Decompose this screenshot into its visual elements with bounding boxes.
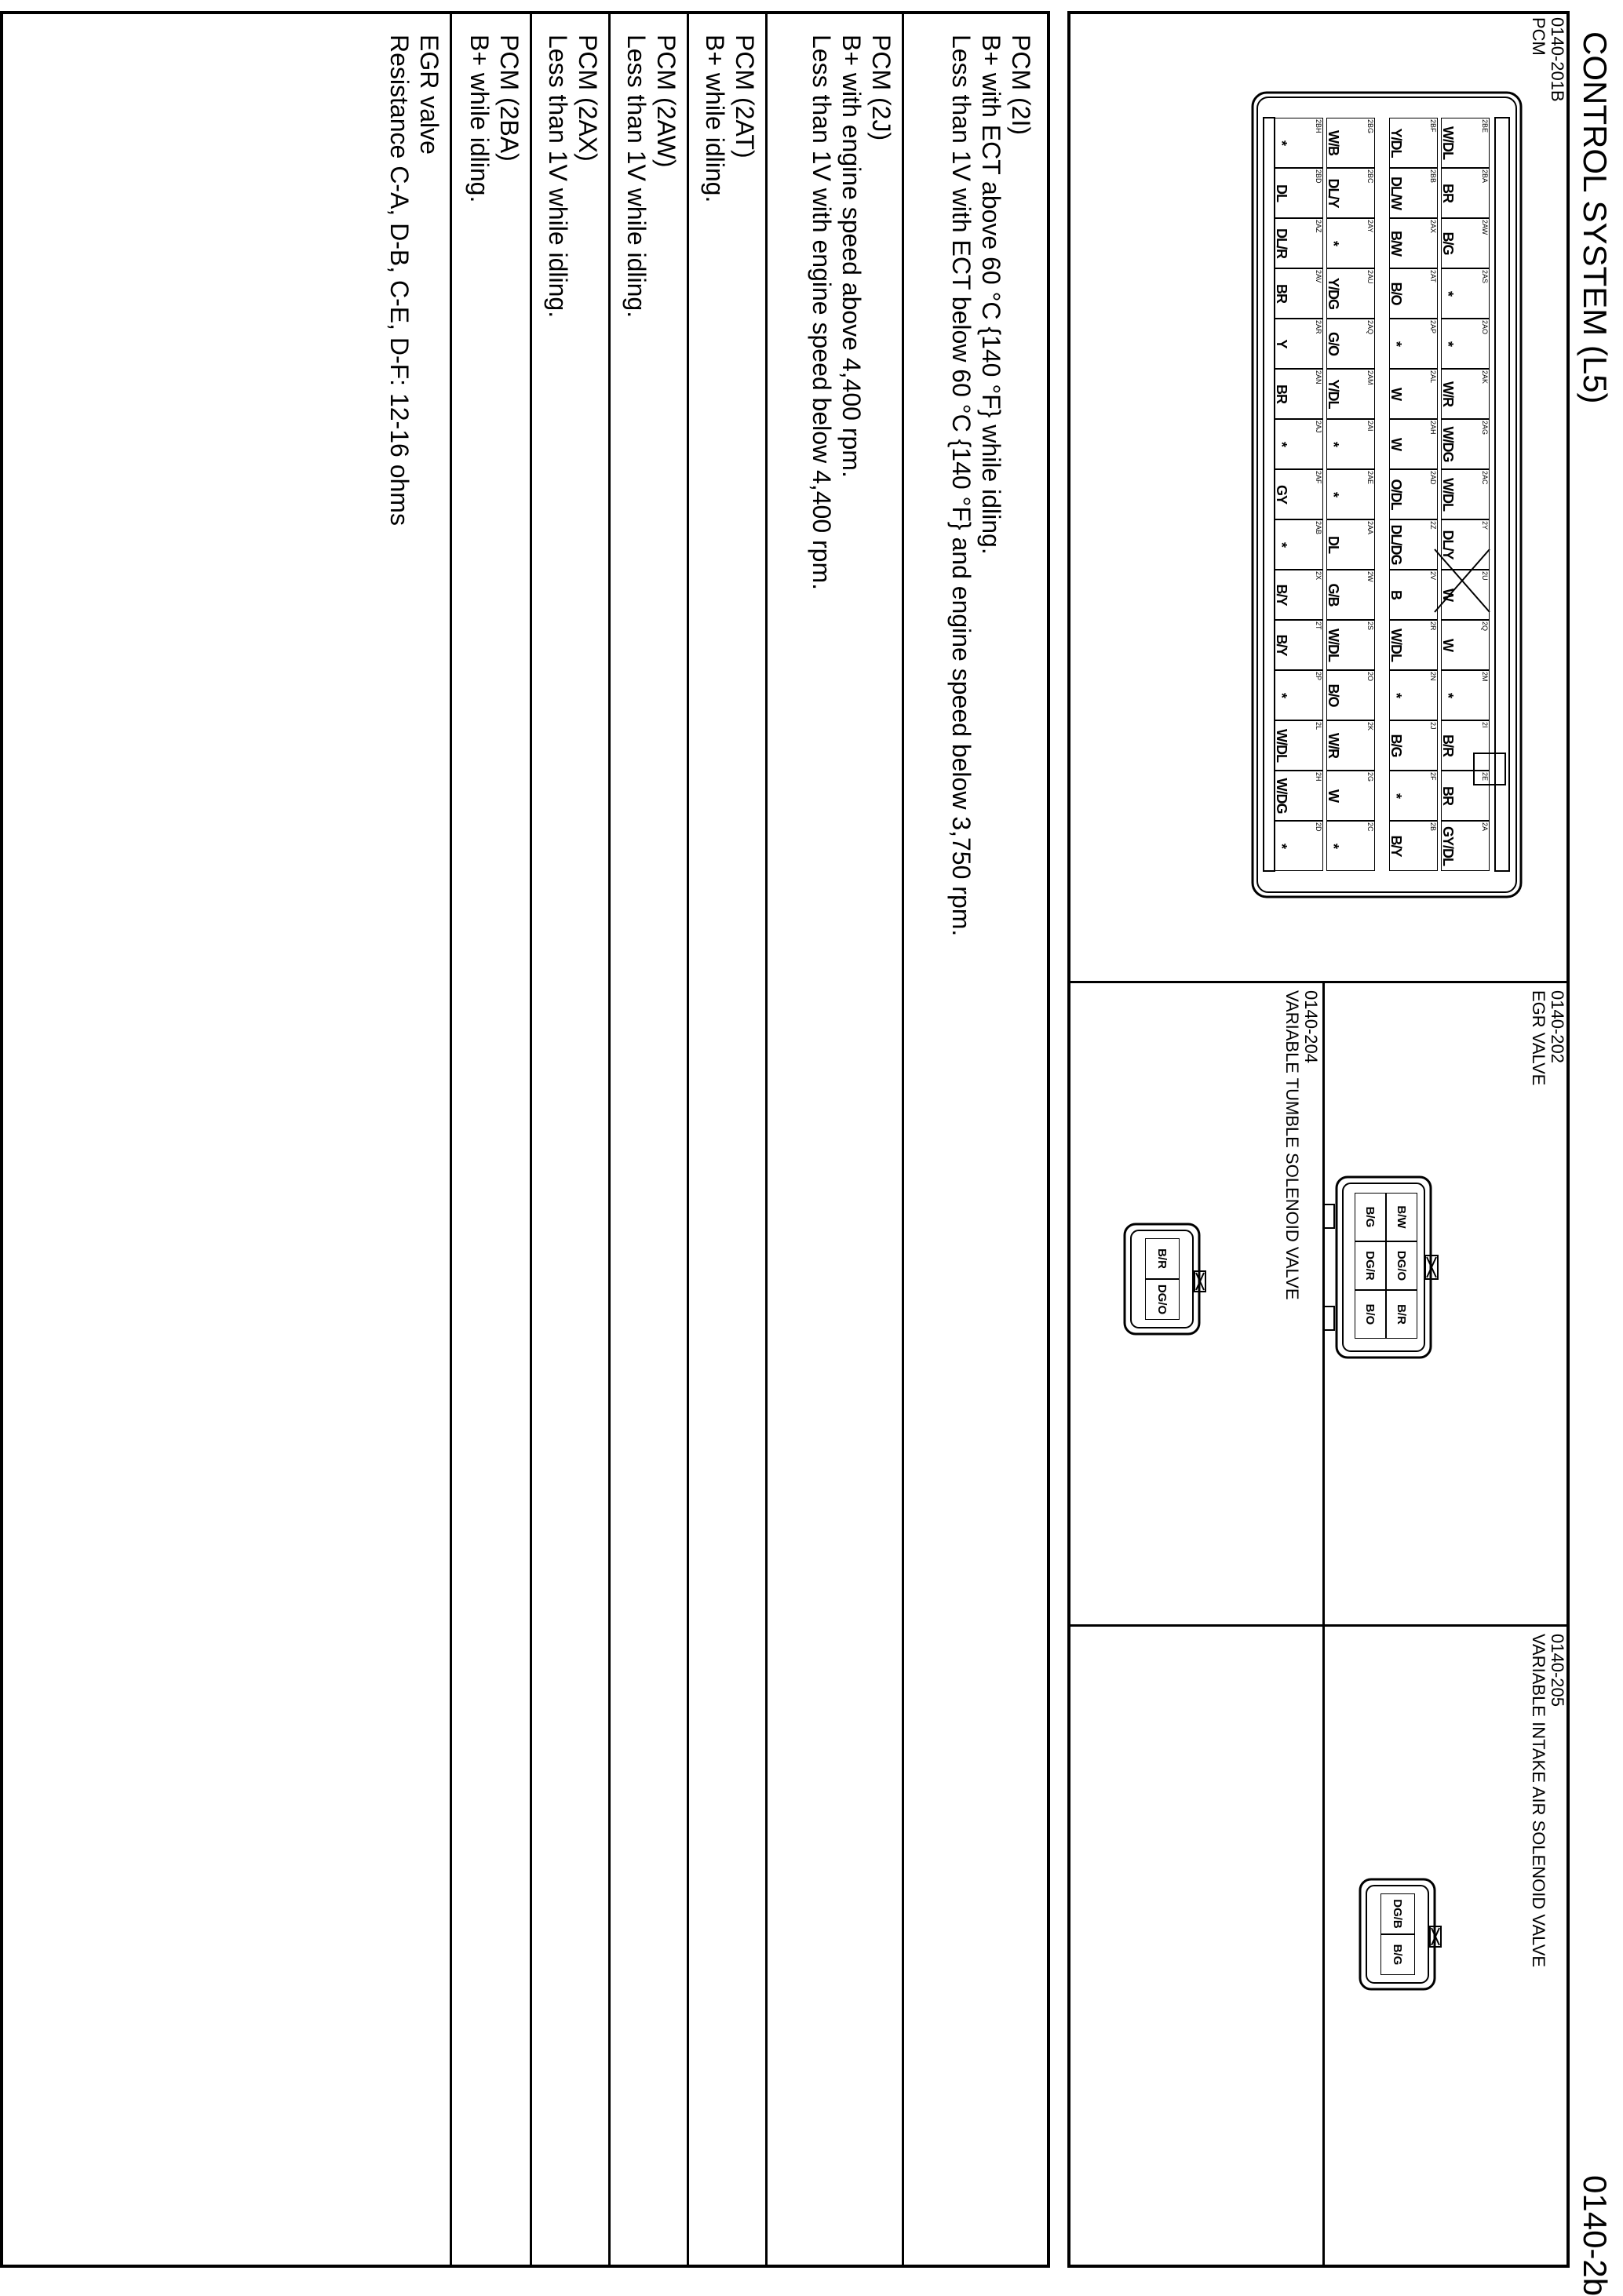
connector-code: 0140-204	[1301, 990, 1321, 1063]
pin-number: 2X	[1315, 571, 1322, 581]
pin-number: 2AB	[1315, 521, 1322, 535]
pin-number: 2U	[1481, 571, 1489, 581]
pin-number: 2AC	[1481, 471, 1489, 485]
connector-name: VARIABLE TUMBLE SOLENOID VALVE	[1282, 990, 1302, 1300]
row-divider	[530, 11, 532, 2268]
pin-number: 2W	[1366, 571, 1374, 582]
pin-number: 2C	[1366, 822, 1374, 832]
pin-number: 2AF	[1315, 471, 1322, 484]
pin-wire-color: W/DL	[1388, 629, 1404, 661]
pin-number: 2Q	[1481, 621, 1489, 632]
pin-wire-color: B/G	[1388, 734, 1404, 757]
pin-number: 2BA	[1481, 169, 1489, 184]
pin-wire-color: *	[1440, 692, 1456, 698]
page-title: CONTROL SYSTEM (L5)	[1577, 31, 1614, 404]
pin-wire-color: W/DL	[1440, 478, 1456, 511]
pin-wire-color: W	[1326, 789, 1341, 802]
pin-wire-color: B/O	[1326, 683, 1341, 707]
pin-number: 2BE	[1481, 119, 1489, 133]
inspection-line: PCM (2I)	[1007, 35, 1035, 135]
connector-pin: B/R	[1145, 1238, 1180, 1279]
inspection-item	[700, 35, 760, 202]
pin-wire-color: B/Y	[1388, 835, 1404, 857]
pin-wire-color: B	[1388, 590, 1404, 600]
inspection-line: B+ with engine speed above 4,400 rpm.	[837, 35, 866, 478]
inspection-line: Less than 1V with ECT below 60 °C {140 °F} and engine speed below 3,750 rpm.	[947, 35, 976, 937]
pin-wire-color: *	[1274, 692, 1289, 698]
inspection-line: Less than 1V while idling.	[544, 35, 572, 319]
pin-number: 2AX	[1429, 220, 1437, 234]
pin-wire-color: DL/R	[1274, 228, 1289, 258]
pin-wire-color: *	[1326, 441, 1341, 446]
row-divider	[450, 11, 452, 2268]
pin-number: 2AS	[1481, 270, 1489, 284]
connector-name: VARIABLE INTAKE AIR SOLENOID VALVE	[1529, 1634, 1548, 1968]
pin-wire-color: *	[1388, 692, 1404, 698]
pin-number: 2AG	[1481, 421, 1489, 436]
pin-wire-color: DL	[1274, 184, 1289, 202]
pin-wire-color: GY	[1274, 484, 1289, 504]
pin-wire-color: *	[1440, 341, 1456, 346]
connector-pin: B/O	[1355, 1290, 1386, 1339]
pin-number: 2AU	[1366, 270, 1374, 284]
pin-wire-color: B/Y	[1274, 634, 1289, 656]
pin-wire-color: DL/DG	[1388, 524, 1404, 565]
pin-wire-color: *	[1440, 290, 1456, 296]
pin-number: 2AK	[1481, 370, 1489, 384]
pin-wire-color: GY/DL	[1440, 825, 1456, 866]
inspection-line: PCM (2BA)	[495, 35, 523, 162]
pin-number: 2AA	[1366, 521, 1374, 535]
inspection-line: Resistance C-A, D-B, C-E, D-F: 12-16 ohms	[385, 35, 414, 526]
pin-number: 2O	[1366, 672, 1374, 682]
pin-number: 2AL	[1429, 370, 1437, 384]
pin-number: 2Y	[1481, 521, 1489, 530]
inspection-item	[385, 35, 444, 526]
pin-wire-color: *	[1274, 140, 1289, 145]
pin-number: 2AN	[1315, 370, 1322, 384]
connector-pin: DG/R	[1355, 1241, 1386, 1290]
connector-pin: B/G	[1355, 1193, 1386, 1241]
inspection-line: PCM (2AW)	[652, 35, 680, 168]
pin-wire-color: W/DL	[1326, 629, 1341, 661]
pin-number: 2AJ	[1315, 421, 1322, 433]
inspection-line: EGR valve	[415, 35, 443, 155]
pin-wire-color: *	[1388, 793, 1404, 798]
pin-number: 2D	[1315, 822, 1322, 832]
pin-wire-color: Y	[1274, 339, 1289, 348]
inspection-item	[807, 35, 896, 590]
pin-wire-color: *	[1274, 541, 1289, 547]
inspection-item	[946, 35, 1036, 936]
pin-wire-color: BR	[1440, 184, 1456, 202]
pin-number: 2AP	[1429, 320, 1437, 334]
pin-wire-color: DL/W	[1388, 177, 1404, 210]
pin-wire-color: W/R	[1440, 381, 1456, 406]
inspection-line: Less than 1V while idling.	[622, 35, 651, 319]
pin-number: 2AZ	[1315, 220, 1322, 233]
pin-number: 2BH	[1315, 119, 1322, 133]
pin-number: 2AM	[1366, 370, 1374, 385]
pin-number: 2S	[1366, 621, 1374, 631]
pin-wire-color: *	[1326, 240, 1341, 246]
pin-number: 2J	[1429, 722, 1437, 730]
pin-number: 2BG	[1366, 119, 1374, 134]
inspection-line: Less than 1V with engine speed below 4,400 rpm.	[808, 35, 836, 591]
row-divider	[902, 11, 904, 2268]
pin-number: 2H	[1315, 772, 1322, 782]
pin-number: 2AT	[1429, 270, 1437, 282]
pin-number: 2AI	[1366, 421, 1374, 432]
pin-wire-color: DL	[1326, 536, 1341, 553]
pin-number: 2A	[1481, 822, 1489, 832]
connector-pin: DG/O	[1145, 1279, 1180, 1320]
pin-wire-color: *	[1326, 491, 1341, 497]
inspection-item	[622, 35, 681, 318]
connector-pin: DG/O	[1386, 1241, 1417, 1290]
row-divider	[687, 11, 689, 2268]
pin-wire-color: Y/DL	[1388, 128, 1404, 158]
pin-number: 2BD	[1315, 169, 1322, 184]
connector-pin: DG/B	[1380, 1893, 1415, 1934]
connector-code: 0140-201B	[1548, 17, 1567, 102]
inspection-item	[465, 35, 524, 202]
pin-number: 2BC	[1366, 169, 1374, 184]
pin-wire-color: *	[1388, 341, 1404, 346]
pin-wire-color: W/DG	[1440, 426, 1456, 462]
pin-wire-color: DL/Y	[1326, 178, 1341, 208]
pin-wire-color: B/W	[1388, 231, 1404, 256]
connector-code: 0140-205	[1548, 1634, 1567, 1707]
pin-wire-color: BR	[1440, 786, 1456, 805]
pin-number: 2G	[1366, 772, 1374, 782]
row-divider	[608, 11, 611, 2268]
pin-wire-color: B/G	[1440, 231, 1456, 255]
pin-wire-color: B/R	[1440, 734, 1456, 756]
inspection-line: PCM (2AX)	[574, 35, 602, 162]
pin-wire-color: W/R	[1326, 733, 1341, 758]
connector-name: EGR VALVE	[1529, 990, 1548, 1086]
inspection-line: PCM (2AT)	[731, 35, 759, 159]
pin-wire-color: *	[1274, 843, 1289, 848]
pin-number: 2AH	[1429, 421, 1437, 435]
pin-wire-color: BR	[1274, 384, 1289, 403]
inspection-line: B+ while idling.	[465, 35, 494, 203]
connector-code: 0140-202	[1548, 990, 1567, 1063]
pin-number: 2R	[1429, 621, 1437, 631]
pin-wire-color: W	[1388, 438, 1404, 450]
pin-number: 2BF	[1429, 119, 1437, 133]
pin-number: 2AW	[1481, 220, 1489, 235]
pin-number: 2AD	[1429, 471, 1437, 485]
pin-wire-color: W/B	[1326, 130, 1341, 155]
inspection-line: B+ with ECT above 60 °C {140 °F} while idling.	[977, 35, 1005, 555]
pin-number: 2BB	[1429, 169, 1437, 184]
pin-wire-color: B/O	[1388, 282, 1404, 305]
pin-wire-color: G/B	[1326, 583, 1341, 607]
pin-wire-color: W/DL	[1274, 729, 1289, 762]
pin-wire-color: B/Y	[1274, 584, 1289, 606]
pin-wire-color: G/O	[1326, 331, 1341, 355]
pin-wire-color: Y/DL	[1326, 379, 1341, 409]
inspection-item	[543, 35, 603, 318]
pin-number: 2M	[1481, 672, 1489, 682]
pin-number: 2AV	[1315, 270, 1322, 283]
connector-name: PCM	[1529, 17, 1548, 56]
vias-connector-outline	[1058, 0, 1623, 2276]
pin-wire-color: W/DL	[1440, 126, 1456, 159]
pin-wire-color: Y/DG	[1326, 277, 1341, 309]
inspection-line: B+ while idling.	[701, 35, 729, 203]
pin-number: 2F	[1429, 772, 1437, 781]
connector-pin: B/R	[1386, 1290, 1417, 1339]
pin-wire-color: *	[1274, 441, 1289, 446]
pin-number: 2N	[1429, 672, 1437, 681]
pin-number: 2AQ	[1366, 320, 1374, 335]
pin-number: 2I	[1481, 722, 1489, 728]
pin-wire-color: W	[1440, 639, 1456, 651]
pin-wire-color: W	[1388, 388, 1404, 400]
row-divider	[765, 11, 768, 2268]
pin-number: 2AY	[1366, 220, 1374, 233]
pin-number: 2B	[1429, 822, 1437, 832]
pin-wire-color: *	[1326, 843, 1341, 848]
pin-number: 2T	[1315, 621, 1322, 630]
pin-number: 2L	[1315, 722, 1322, 731]
pin-wire-color: W/DG	[1274, 778, 1289, 814]
page-number: 0140-2b	[1577, 2175, 1614, 2296]
connector-pin: B/W	[1386, 1193, 1417, 1241]
pin-wire-color: BR	[1274, 284, 1289, 303]
pin-number: 2K	[1366, 722, 1374, 731]
pin-number: 2AE	[1366, 471, 1374, 485]
pin-number: 2Z	[1429, 521, 1437, 530]
pin-number: 2P	[1315, 672, 1322, 681]
pin-number: 2AR	[1315, 320, 1322, 334]
pin-wire-color: W	[1440, 589, 1456, 601]
inspection-line: PCM (2J)	[867, 35, 895, 141]
pin-number: 2E	[1481, 772, 1489, 782]
pin-number: 2V	[1429, 571, 1437, 581]
connector-pin: B/G	[1380, 1934, 1415, 1975]
pin-number: 2AO	[1481, 320, 1489, 335]
pin-wire-color: O/DL	[1388, 479, 1404, 510]
pin-wire-color: DL/Y	[1440, 530, 1456, 559]
